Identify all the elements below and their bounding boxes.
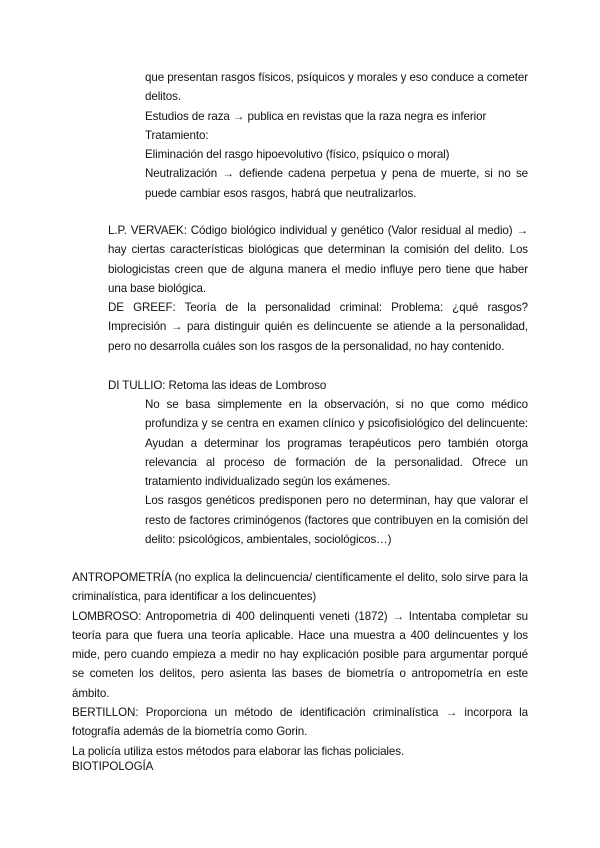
paragraph: Los rasgos genéticos predisponen pero no determinan, hay que valorar el resto de factores criminógenos (factores que contribuyen en la comisión del delito: psicológicos, ambientales, sociológicos…) [145, 494, 528, 547]
paragraph: Tratamiento: [145, 128, 209, 142]
paragraph-degreef: DE GREEF: Teoría de la personalidad criminal: Problema: ¿qué rasgos? Imprecisión → para distinguir quién es delincuente se atiende a la personalidad, pero no desarrolla cuáles son los rasgos de la personalidad, no hay contenido. [108, 301, 528, 353]
paragraph: Eliminación del rasgo hipoevolutivo (físico, psíquico o moral) [145, 148, 450, 162]
antropometria-block [72, 568, 528, 761]
paragraph: Estudios de raza → publica en revistas que la raza negra es inferior [145, 109, 487, 123]
paragraph: Neutralización → defiende cadena perpetua y pena de muerte, si no se puede cambiar esos rasgos, habrá que neutralizarlos. [145, 167, 528, 200]
section-heading-biotipologia: BIOTIPOLOGÍA [72, 760, 154, 773]
paragraph-vervaek: L.P. VERVAEK: Código biológico individual y genético (Valor residual al medio) → hay ciertas características biológicas que determinan la comisión del delito. Los biologicistas creen que de alguna manera el medio influye pero tiene que haber una base biológica. [108, 224, 528, 295]
lombroso-treatment-block [145, 68, 528, 203]
ditullio-block [145, 395, 528, 549]
ditullio-heading: DI TULLIO: Retoma las ideas de Lombroso [108, 379, 327, 392]
paragraph-lombroso: LOMBROSO: Antropometria di 400 delinquenti veneti (1872) → Intentaba completar su teoría para que fuera una teoría aplicable. Hace una muestra a 400 delincuentes y los mide, pero cuando empieza a medir no hay explicación posible para argumentar porqué se cometen los delitos, pero asienta las bases de biometría o antropometría en este ámbito. [72, 609, 528, 700]
paragraph: No se basa simplemente en la observación, si no que como médico profundiza y se centra en examen clínico y psicofisiológico del delincuente: Ayudan a determinar los programas terapéuticos pero también otorga relevancia al proceso de formación de la personalidad. Ofrece un tratamiento individualizado según los exámenes. [145, 398, 528, 489]
paragraph-bertillon: BERTILLON: Proporciona un método de identificación criminalística → incorpora la fotografía además de la biometría como Gorin. [72, 706, 528, 739]
vervaek-degreef-block [108, 221, 528, 356]
paragraph: que presentan rasgos físicos, psíquicos y morales y eso conduce a cometer delitos. [145, 71, 528, 104]
paragraph-policia: La policía utiliza estos métodos para elaborar las fichas policiales. [72, 744, 405, 758]
paragraph-antropometria: ANTROPOMETRÍA (no explica la delincuencia/ científicamente el delito, solo sirve para la criminalística, para identificar a los delincuentes) [72, 571, 528, 604]
